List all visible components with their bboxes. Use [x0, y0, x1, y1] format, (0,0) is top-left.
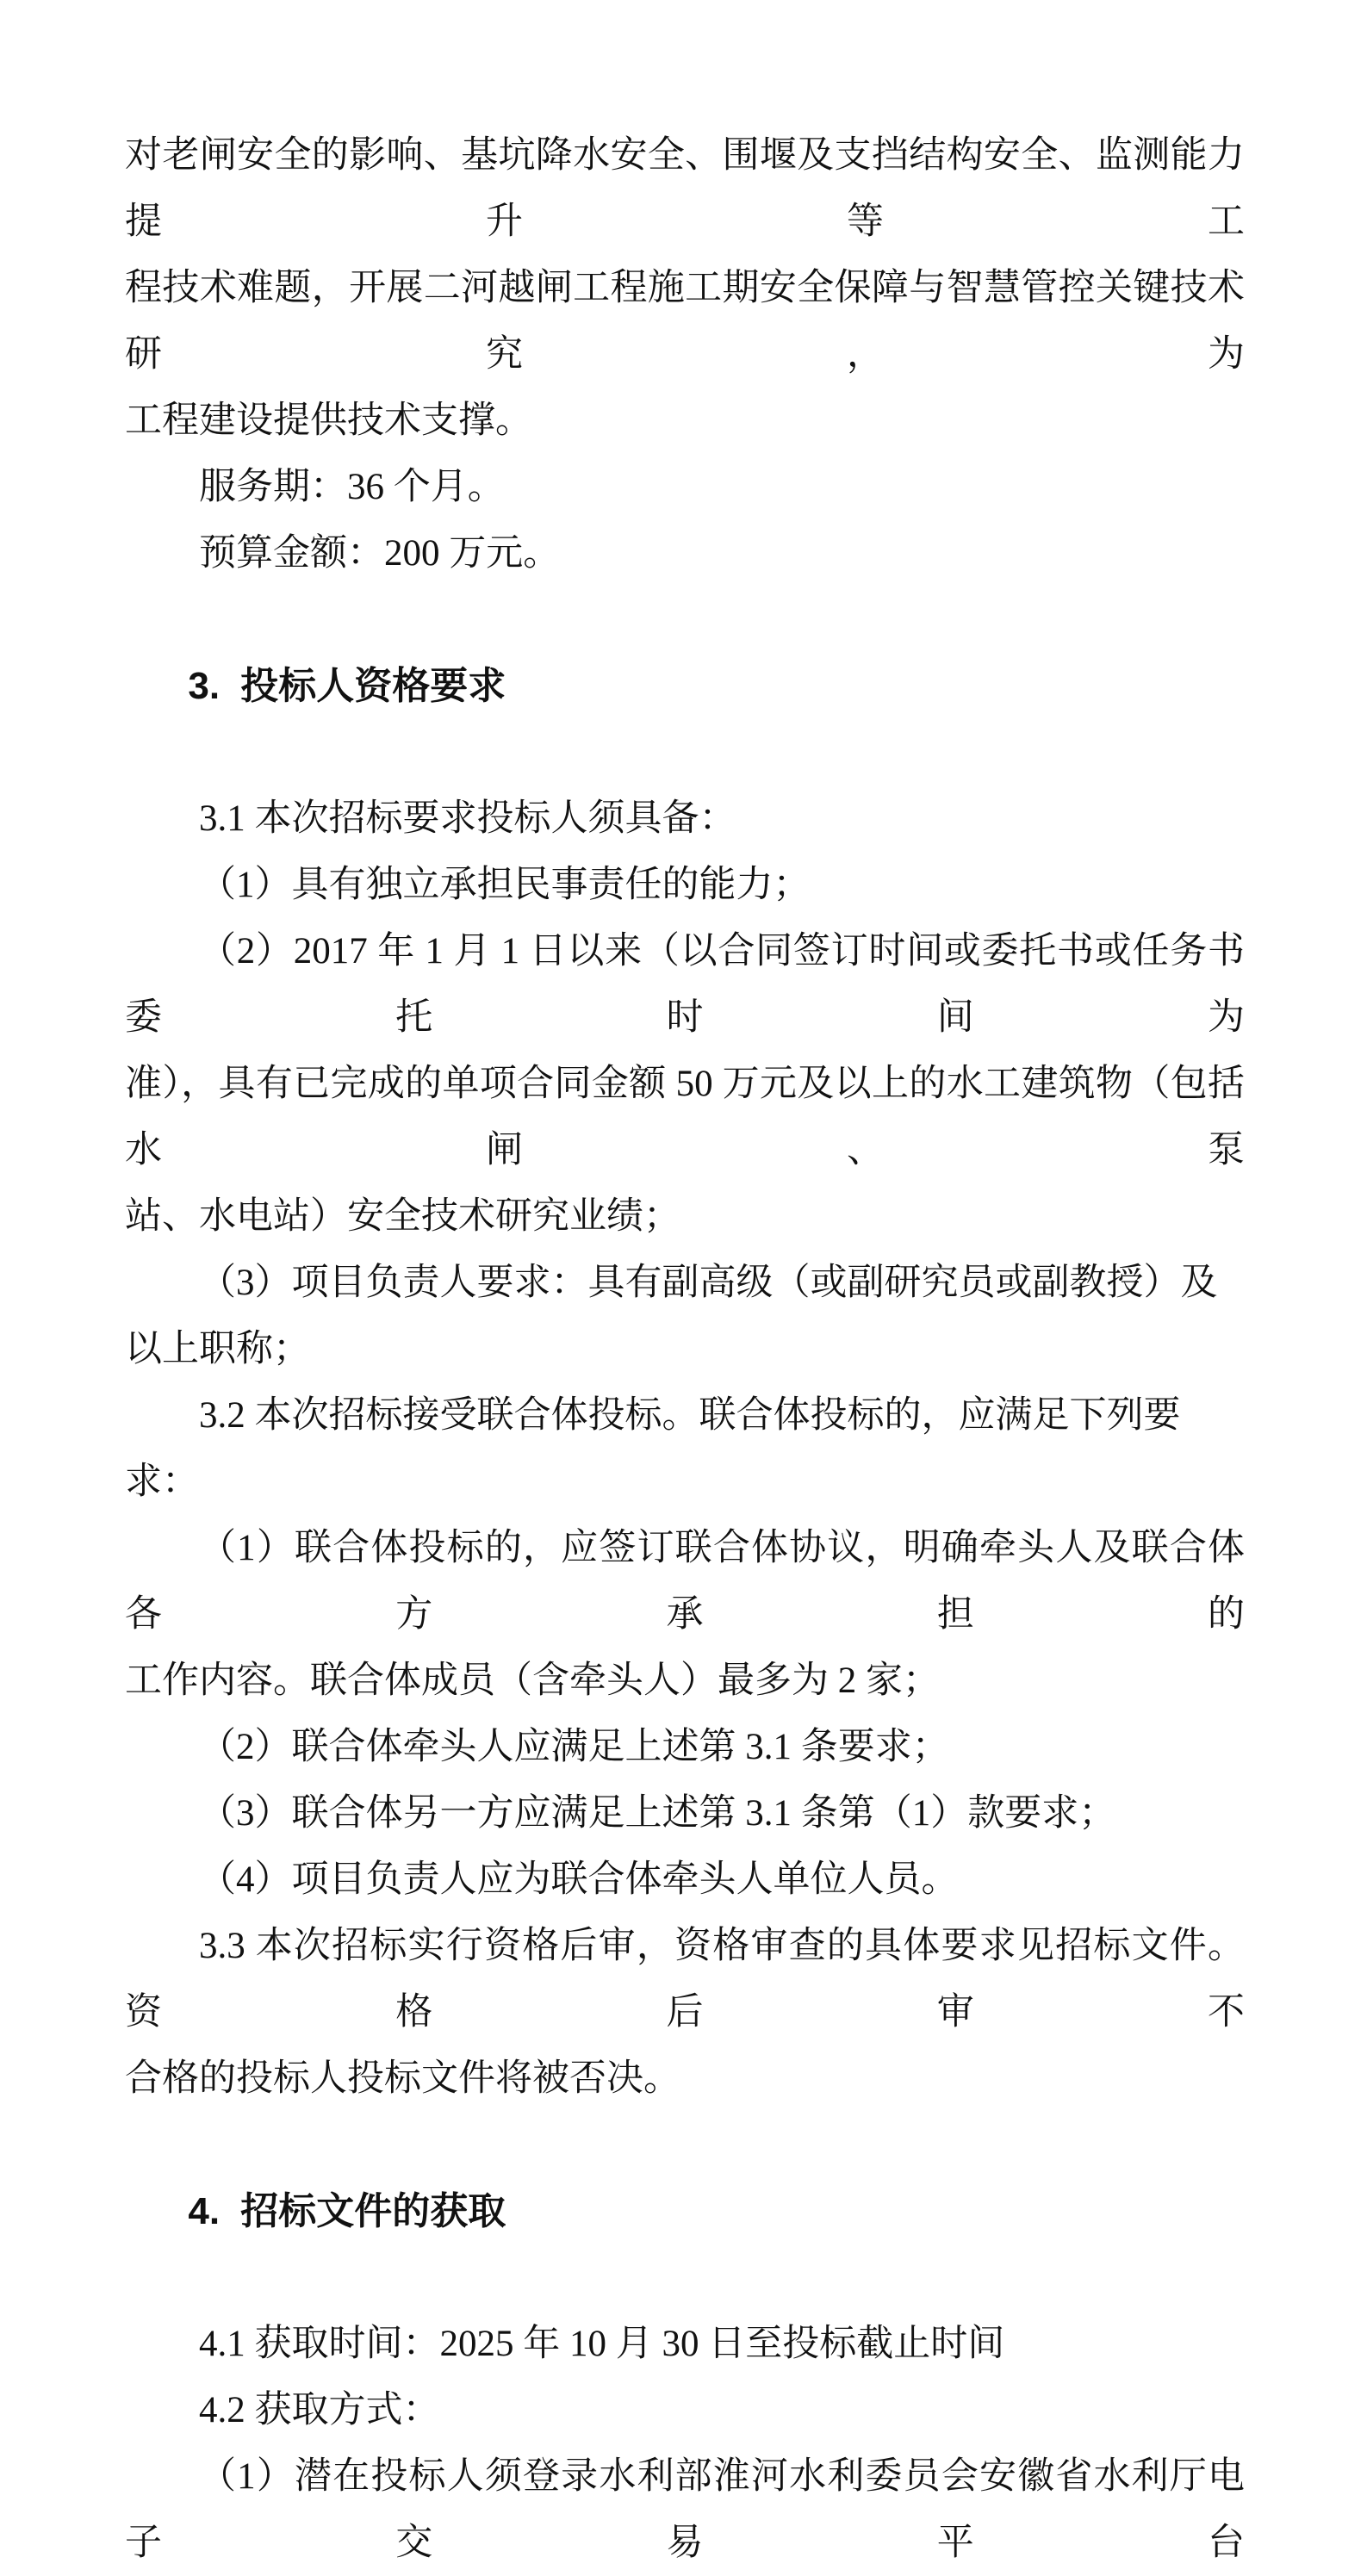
section-title: 招标文件的获取: [240, 2190, 506, 2232]
paragraph-line: （2）2017 年 1 月 1 日以来（以合同签订时间或委托书或任务书委托时间为: [125, 931, 1245, 1038]
service-period-line: 服务期：36 个月。: [199, 467, 505, 507]
paragraph-line: 程技术难题，开展二河越闸工程施工期安全保障与智慧管控关键技术研究，为: [125, 268, 1245, 375]
paragraph-line: 工程建设提供技术支撑。: [125, 400, 532, 441]
clause-3-3-line: 3.3 本次招标实行资格后审，资格审查的具体要求见招标文件。资格后审不: [125, 1926, 1245, 2033]
budget-amount-line: 预算金额：200 万元。: [199, 533, 561, 574]
paragraph-line: （1）潜在投标人须登录水利部淮河水利委员会安徽省水利厅电子交易平台: [125, 2456, 1245, 2563]
section-number: 3.: [188, 665, 221, 707]
paragraph-line: （2）联合体牵头人应满足上述第 3.1 条要求；: [199, 1727, 949, 1767]
document-body: [125, 122, 1245, 2576]
section-heading-3: [125, 587, 1245, 785]
section-title: 投标人资格要求: [240, 665, 506, 707]
clause-3-1-line: 3.1 本次招标要求投标人须具备：: [199, 798, 736, 839]
paragraph-line: 站、水电站）安全技术研究业绩；: [125, 1196, 680, 1237]
paragraph-line: 对老闸安全的影响、基坑降水安全、围堰及支挡结构安全、监测能力提升等工: [125, 135, 1245, 242]
paragraph-line: （1）具有独立承担民事责任的能力；: [199, 865, 811, 905]
paragraph-line: 工作内容。联合体成员（含牵头人）最多为 2 家；: [125, 1660, 940, 1701]
paragraph-line: （4）项目负责人应为联合体牵头人单位人员。: [199, 1859, 959, 1900]
paragraph-line: 合格的投标人投标文件将被否决。: [125, 2058, 680, 2099]
clause-4-2-line: 4.2 获取方式：: [199, 2390, 440, 2430]
section-heading-4: [125, 2112, 1245, 2311]
clause-3-2-line: 3.2 本次招标接受联合体投标。联合体投标的，应满足下列要求：: [125, 1395, 1181, 1502]
paragraph-line: （1）联合体投标的，应签订联合体协议，明确牵头人及联合体各方承担的: [125, 1528, 1245, 1635]
paragraph-line: 准），具有已完成的单项合同金额 50 万元及以上的水工建筑物（包括水闸、泵: [125, 1064, 1245, 1170]
paragraph-line: （3）项目负责人要求：具有副高级（或副研究员或副教授）及以上职称；: [125, 1263, 1218, 1369]
paragraph-line: （3）联合体另一方应满足上述第 3.1 条第（1）款要求；: [199, 1793, 1116, 1834]
clause-4-1-line: 4.1 获取时间：2025 年 10 月 30 日至投标截止时间: [199, 2324, 1005, 2364]
section-number: 4.: [188, 2190, 221, 2232]
